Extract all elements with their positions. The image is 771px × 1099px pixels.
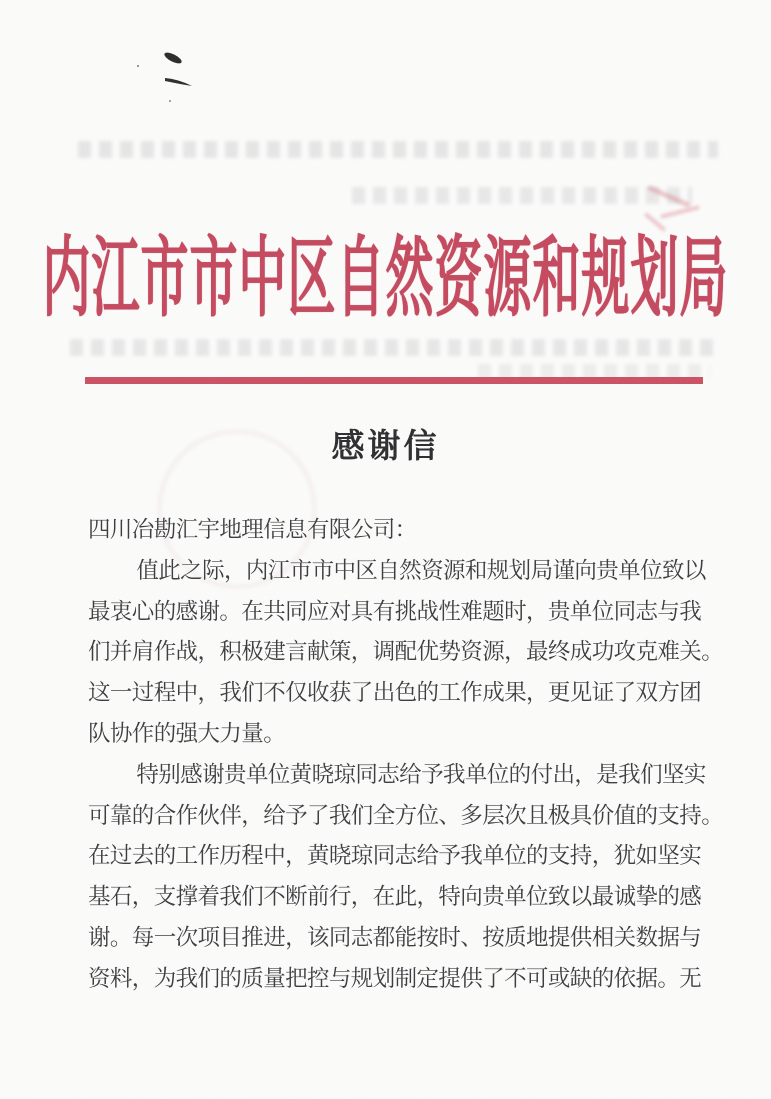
body-line: 们并肩作战，积极建言献策，调配优势资源，最终成功攻克难关。: [88, 639, 724, 665]
bleedthrough-text-row: [70, 339, 720, 356]
body-line: 资料，为我们的质量把控与规划制定提供了不可或缺的依据。无: [88, 965, 702, 991]
body-line: 特别感谢贵单位黄晓琼同志给予我单位的付出，是我们坚实: [136, 761, 706, 787]
body-line: 基石，支撑着我们不断前行，在此，特向贵单位致以最诚挚的感: [88, 884, 702, 910]
bleedthrough-text-row: [78, 141, 718, 158]
ink-scribble-mark: [125, 40, 235, 110]
bleedthrough-red-smudge: [636, 186, 716, 236]
body-line: 谢。每一次项目推进，该同志都能按时、按质地提供相关数据与: [88, 924, 702, 950]
body-line: 值此之际，内江市市中区自然资源和规划局谨向贵单位致以: [136, 557, 706, 583]
letter-title: 感谢信: [331, 429, 440, 465]
salutation: 四川冶勘汇宇地理信息有限公司：: [88, 517, 417, 542]
letter-body: [88, 510, 733, 1000]
letterhead-agency-name: 内江市市中区自然资源和规划局: [42, 231, 729, 328]
body-line: 在过去的工作历程中，黄晓琼同志给予我单位的支持，犹如坚实: [88, 843, 702, 869]
body-line: 可靠的合作伙伴，给予了我们全方位、多层次且极具价值的支持。: [88, 802, 724, 828]
body-line: 最衷心的感谢。在共同应对具有挑战性难题时，贵单位同志与我: [88, 598, 702, 624]
body-line: 这一过程中，我们不仅收获了出色的工作成果，更见证了双方团: [88, 680, 702, 706]
body-line: 队协作的强大力量。: [88, 720, 286, 746]
red-divider-line: [85, 377, 703, 384]
